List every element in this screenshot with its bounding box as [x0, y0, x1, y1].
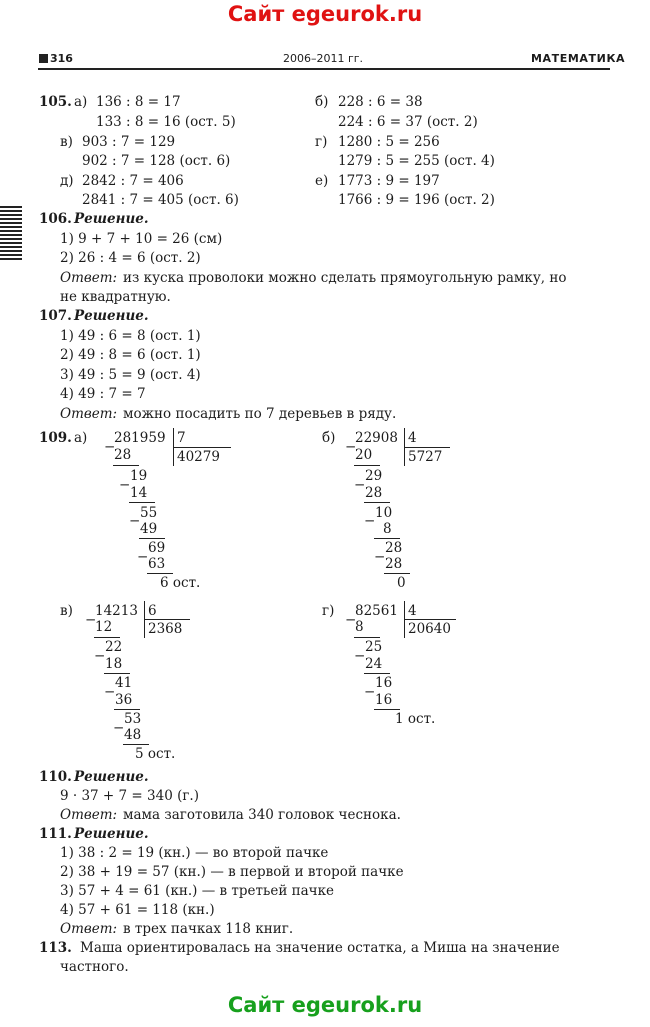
step-rule [374, 709, 400, 710]
step-rule [123, 744, 149, 745]
answer-label: Ответ: [60, 807, 118, 823]
division-step: 8 [383, 521, 392, 537]
quotient: 20640 [408, 621, 451, 637]
minus-sign: − [345, 612, 357, 628]
minus-sign: − [129, 513, 141, 529]
division-step: 29 [365, 468, 383, 484]
dividend: 22908 [355, 430, 398, 446]
division-bar [173, 447, 231, 448]
page-edge-marker [0, 206, 22, 260]
division-step: 69 [148, 540, 166, 556]
step-rule [94, 637, 120, 638]
step-rule [104, 673, 130, 674]
site-watermark-bottom: Сайт egeurok.ru [227, 993, 423, 1017]
minus-sign: − [85, 612, 97, 628]
minus-sign: − [345, 439, 357, 455]
division-bar [144, 619, 190, 620]
division-step: 36 [115, 692, 133, 708]
equation: 1280 : 5 = 256 [338, 134, 440, 150]
item-label: в) [60, 134, 73, 150]
division-step: 24 [365, 656, 383, 672]
answer-text: из куска проволоки можно сделать прямоугольную рамку, но [123, 270, 567, 286]
division-step: 14 [130, 485, 148, 501]
divisor: 6 [148, 603, 157, 619]
header-rule [38, 68, 610, 70]
header-years: 2006–2011 гг. [283, 52, 364, 65]
division-step: 28 [365, 485, 383, 501]
item-label: а) [74, 94, 88, 110]
site-watermark-top: Сайт egeurok.ru [227, 2, 423, 26]
solution-step: 1) 38 : 2 = 19 (кн.) — во второй пачке [60, 845, 329, 861]
problem-number: 106. [39, 211, 72, 227]
dividend: 281959 [114, 430, 166, 446]
division-step: 16 [375, 692, 393, 708]
minus-sign: − [104, 439, 116, 455]
solution-step: 4) 57 + 61 = 118 (кн.) [60, 902, 215, 918]
item-label: г) [322, 603, 335, 619]
problem-text-cont: частного. [60, 959, 129, 975]
quotient: 2368 [148, 621, 183, 637]
remainder: 6 ост. [160, 575, 201, 591]
answer-label: Ответ: [60, 270, 118, 286]
dividend: 82561 [355, 603, 398, 619]
division-step: 63 [148, 556, 166, 572]
solution-step: 9 · 37 + 7 = 340 (г.) [60, 788, 199, 804]
division-step: 20 [355, 447, 373, 463]
step-rule [139, 538, 165, 539]
division-step: 10 [375, 505, 393, 521]
solution-step: 3) 49 : 5 = 9 (ост. 4) [60, 367, 201, 383]
item-label: б) [315, 94, 329, 110]
equation: 1766 : 9 = 196 (ост. 2) [338, 192, 495, 208]
solution-step: 1) 9 + 7 + 10 = 26 (см) [60, 231, 223, 247]
division-step: 48 [124, 727, 142, 743]
item-label: в) [60, 603, 73, 619]
problem-text: Маша ориентировалась на значение остатка, а Миша на значение [80, 940, 560, 956]
solution-heading: Решение. [74, 826, 149, 842]
solution-step: 2) 26 : 4 = 6 (ост. 2) [60, 250, 201, 266]
step-rule [374, 538, 400, 539]
problem-number: 105. [39, 94, 72, 110]
minus-sign: − [94, 648, 106, 664]
step-rule [147, 573, 173, 574]
equation: 2841 : 7 = 405 (ост. 6) [82, 192, 239, 208]
solution-heading: Решение. [74, 308, 149, 324]
answer-text: мама заготовила 340 головок чеснока. [123, 807, 401, 823]
minus-sign: − [113, 720, 125, 736]
problem-number: 113. [39, 940, 72, 956]
division-step: 22 [105, 639, 123, 655]
division-step: 28 [114, 447, 132, 463]
equation: 228 : 6 = 38 [338, 94, 423, 110]
item-label: г) [315, 134, 328, 150]
division-bar [404, 619, 456, 620]
division-step: 18 [105, 656, 123, 672]
solution-step: 2) 38 + 19 = 57 (кн.) — в первой и второй пачке [60, 864, 404, 880]
division-step: 25 [365, 639, 383, 655]
division-step: 41 [115, 675, 133, 691]
problem-number: 110. [39, 769, 72, 785]
equation: 224 : 6 = 37 (ост. 2) [338, 114, 478, 130]
division-step: 28 [385, 556, 403, 572]
item-label: д) [60, 173, 74, 189]
divisor: 7 [177, 430, 186, 446]
division-bar [404, 447, 450, 448]
answer-text: можно посадить по 7 деревьев в ряду. [123, 406, 397, 422]
answer-label: Ответ: [60, 921, 118, 937]
solution-step: 3) 57 + 4 = 61 (кн.) — в третьей пачке [60, 883, 335, 899]
division-step: 55 [140, 505, 158, 521]
remainder: 1 ост. [395, 711, 436, 727]
problem-number: 107. [39, 308, 72, 324]
quotient: 5727 [408, 449, 443, 465]
step-rule [114, 709, 140, 710]
solution-heading: Решение. [74, 211, 149, 227]
header-subject: МАТЕМАТИКА [531, 52, 626, 65]
equation: 1773 : 9 = 197 [338, 173, 440, 189]
solution-step: 4) 49 : 7 = 7 [60, 386, 146, 402]
step-rule [364, 673, 390, 674]
step-rule [364, 502, 390, 503]
solution-step: 1) 49 : 6 = 8 (ост. 1) [60, 328, 201, 344]
division-step: 53 [124, 711, 142, 727]
minus-sign: − [119, 477, 131, 493]
division-step: 12 [95, 619, 113, 635]
equation: 902 : 7 = 128 (ост. 6) [82, 153, 231, 169]
minus-sign: − [104, 684, 116, 700]
answer-text-cont: не квадратную. [60, 289, 171, 305]
equation: 2842 : 7 = 406 [82, 173, 184, 189]
solution-step: 2) 49 : 8 = 6 (ост. 1) [60, 347, 201, 363]
step-rule [129, 502, 155, 503]
division-step: 19 [130, 468, 148, 484]
quotient: 40279 [177, 449, 220, 465]
equation: 903 : 7 = 129 [82, 134, 176, 150]
minus-sign: − [364, 513, 376, 529]
dividend: 14213 [95, 603, 138, 619]
remainder: 0 [397, 575, 406, 591]
minus-sign: − [374, 549, 386, 565]
item-label: б) [322, 430, 336, 446]
division-step: 49 [140, 521, 158, 537]
minus-sign: − [137, 549, 149, 565]
item-label: а) [74, 430, 88, 446]
problem-number: 109. [39, 430, 72, 446]
page-number: 316 [39, 52, 73, 65]
answer-text: в трех пачках 118 книг. [123, 921, 294, 937]
division-step: 8 [355, 619, 364, 635]
step-rule [354, 465, 380, 466]
division-step: 16 [375, 675, 393, 691]
solution-heading: Решение. [74, 769, 149, 785]
item-label: е) [315, 173, 329, 189]
problem-number: 111. [39, 826, 72, 842]
minus-sign: − [354, 477, 366, 493]
equation: 133 : 8 = 16 (ост. 5) [96, 114, 236, 130]
minus-sign: − [364, 684, 376, 700]
divisor: 4 [408, 430, 417, 446]
divisor: 4 [408, 603, 417, 619]
step-rule [113, 465, 139, 466]
step-rule [354, 637, 380, 638]
division-step: 28 [385, 540, 403, 556]
equation: 136 : 8 = 17 [96, 94, 181, 110]
remainder: 5 ост. [135, 746, 176, 762]
answer-label: Ответ: [60, 406, 118, 422]
minus-sign: − [354, 648, 366, 664]
equation: 1279 : 5 = 255 (ост. 4) [338, 153, 495, 169]
step-rule [384, 573, 410, 574]
